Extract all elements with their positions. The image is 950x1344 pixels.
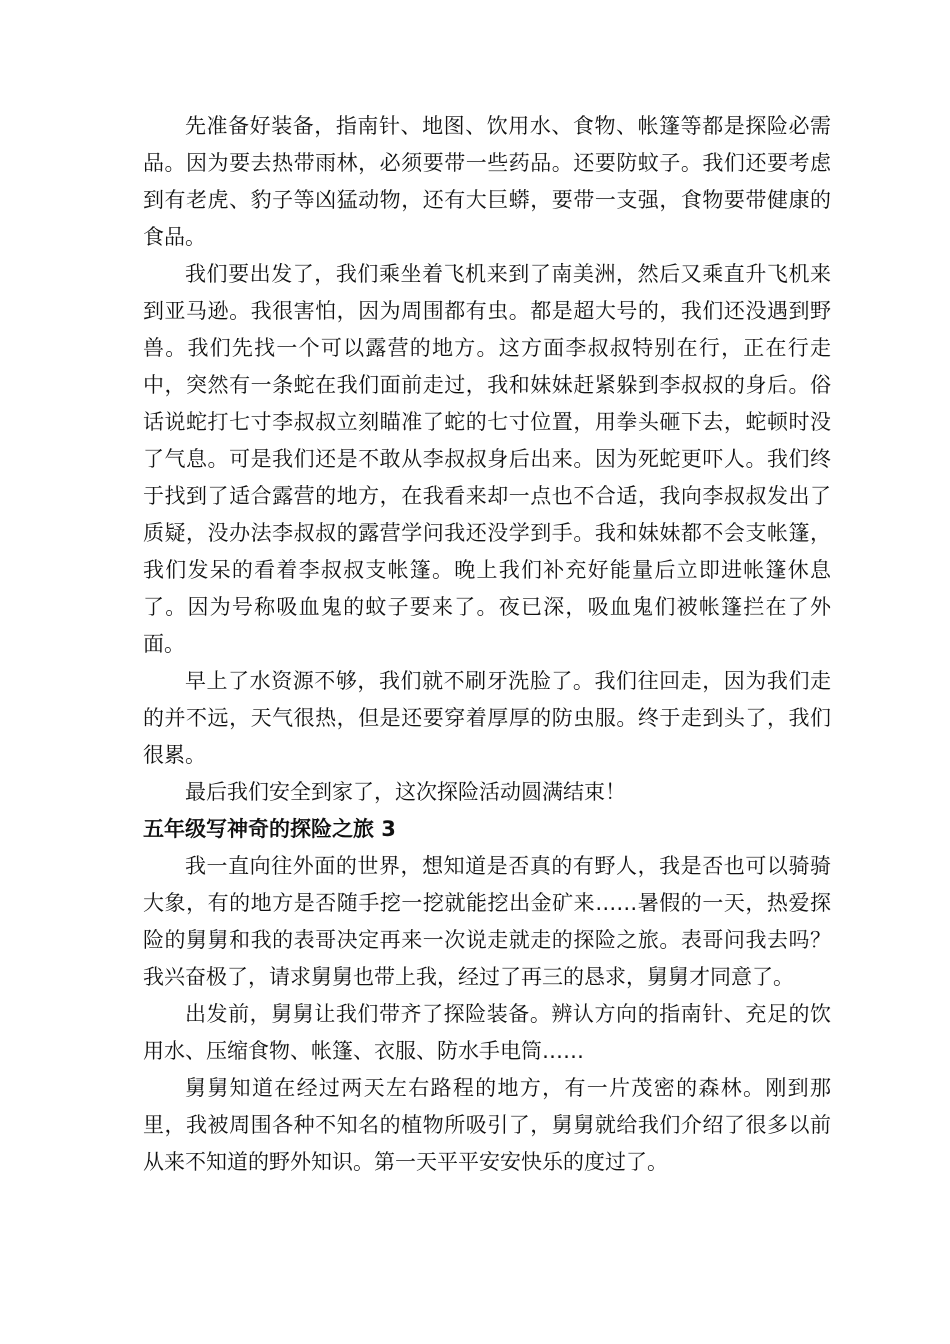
paragraph-morning: 早上了水资源不够，我们就不刷牙洗脸了。我们往回走，因为我们走的并不远，天气很热，但是还要穿着厚厚的防虫服。终于走到头了，我们很累。: [143, 669, 831, 767]
paragraph-longing: 我一直向往外面的世界，想知道是否真的有野人，我是否也可以骑骑大象，有的地方是否随手挖一挖就能挖出金矿来……暑假的一天，热爱探险的舅舅和我的表哥决定再来一次说走就走的探险之旅。表哥问我去吗？我兴奋极了，请求舅舅也带上我，经过了再三的恳求，舅舅才同意了。: [143, 854, 831, 989]
paragraph-equipment: 先准备好装备，指南针、地图、饮用水、食物、帐篷等都是探险必需品。因为要去热带雨林，必须要带一些药品。还要防蚊子。我们还要考虑到有老虎、豹子等凶猛动物，还有大巨蟒，要带一支强，食物要带健康的食品。: [143, 114, 831, 249]
section-heading: 五年级写神奇的探险之旅 3: [143, 817, 396, 841]
paragraph-ending: 最后我们安全到家了，这次探险活动圆满结束！: [185, 780, 626, 804]
paragraph-departure: 我们要出发了，我们乘坐着飞机来到了南美洲，然后又乘直升飞机来到亚马逊。我很害怕，因为周围都有虫。都是超大号的，我们还没遇到野兽。我们先找一个可以露营的地方。这方面李叔叔特别在行，正在行走中，突然有一条蛇在我们面前走过，我和妹妹赶紧躲到李叔叔的身后。俗话说蛇打七寸李叔叔立刻瞄准了蛇的七寸位置，用拳头砸下去，蛇顿时没了气息。可是我们还是不敢从李叔叔身后出来。因为死蛇更吓人。我们终于找到了适合露营的地方，在我看来却一点也不合适，我向李叔叔发出了质疑，没办法李叔叔的露营学问我还没学到手。我和妹妹都不会支帐篷，我们发呆的看着李叔叔支帐篷。晚上我们补充好能量后立即进帐篷休息了。因为号称吸血鬼的蚊子要来了。夜已深，吸血鬼们被帐篷拦在了外面。: [143, 262, 831, 656]
paragraph-forest: 舅舅知道在经过两天左右路程的地方，有一片茂密的森林。刚到那里，我被周围各种不知名的植物所吸引了，舅舅就给我们介绍了很多以前从来不知道的野外知识。第一天平平安安快乐的度过了。: [143, 1076, 831, 1174]
document-page: [143, 108, 831, 1181]
paragraph-preparation: 出发前，舅舅让我们带齐了探险装备。辨认方向的指南针、充足的饮用水、压缩食物、帐篷、衣服、防水手电筒……: [143, 1002, 831, 1063]
